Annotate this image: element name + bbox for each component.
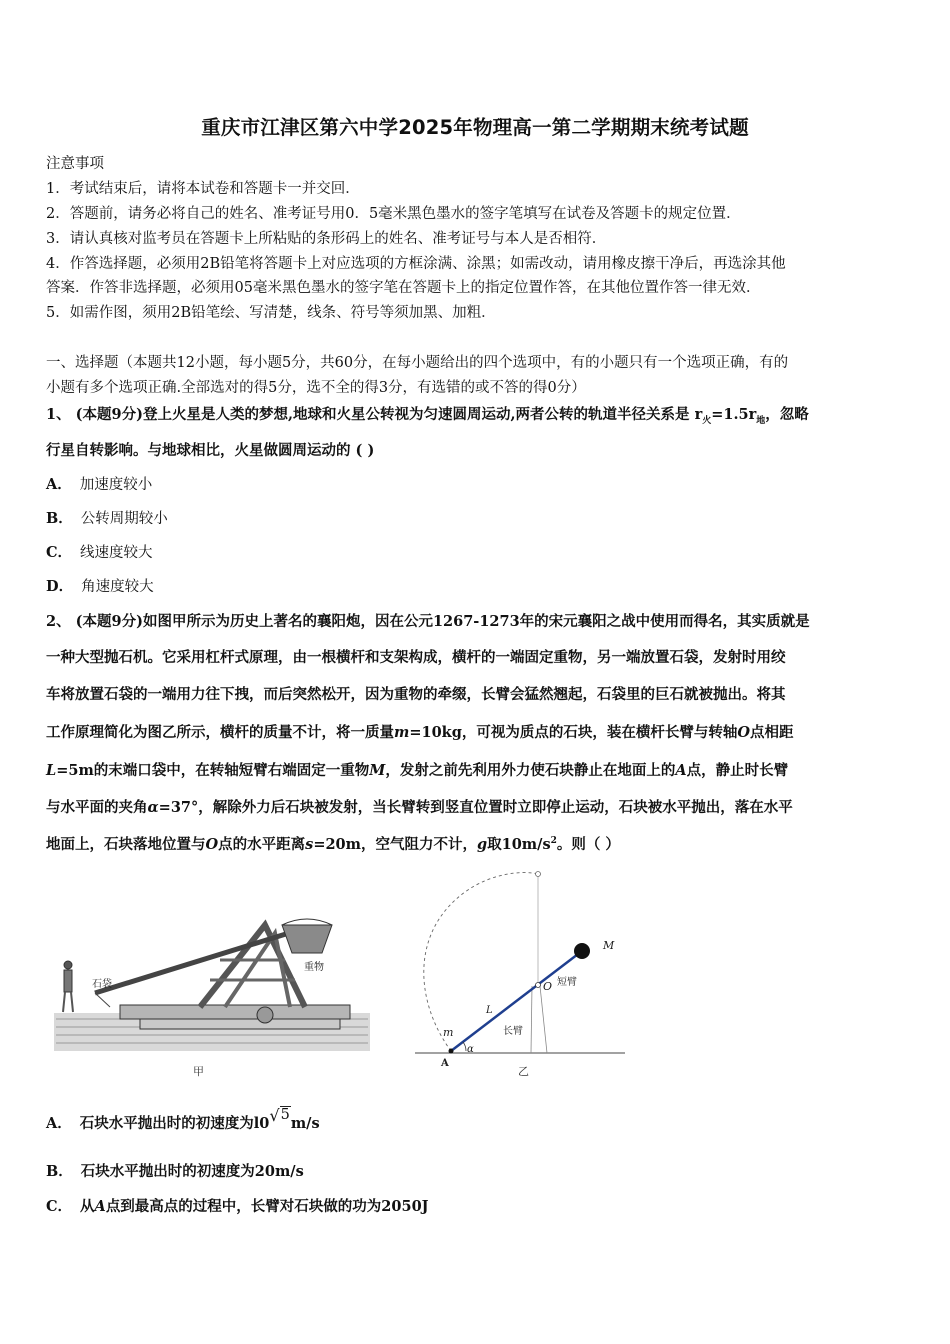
option-text: 公转周期较小	[80, 511, 168, 527]
option-var-a: A	[94, 1198, 106, 1215]
q2-text: =5m的末端口袋中，在转轴短臂右端固定一重物	[56, 762, 370, 779]
q2-var-a: A	[675, 762, 687, 779]
q2-var-o: O	[737, 724, 750, 741]
question-1-stem	[46, 403, 908, 426]
q2-var-s: s	[305, 836, 314, 853]
label-long-arm: 长臂	[503, 1026, 523, 1037]
mechanics-diagram	[410, 862, 630, 1069]
notice-item: 1．考试结束后，请将本试卷和答题卡一并交回．	[46, 181, 360, 197]
q2-var-big-m: M	[369, 762, 386, 779]
option-text: 石块水平抛出时的初速度为l0	[79, 1115, 270, 1132]
q2-option-c[interactable]	[46, 1195, 429, 1216]
option-text: 从	[80, 1198, 95, 1215]
q2-var-alpha: α	[147, 799, 159, 816]
q1-option-a[interactable]	[46, 473, 152, 494]
section-instructions-line: 一、选择题（本题共12小题，每小题5分，共60分，在每小题给出的四个选项中，有的小题只有一个选项正确，有的	[46, 355, 789, 371]
q1-text: =1.5r	[711, 406, 757, 423]
option-text: 角速度较大	[81, 579, 154, 595]
q2-text: 工作原理简化为图乙所示，横杆的质量不计，将一质量	[46, 724, 394, 741]
option-label: B．	[46, 510, 73, 527]
q1-option-b[interactable]	[46, 507, 168, 528]
notice-item: 4．作答选择题，必须用2B铅笔将答题卡上对应选项的方框涂满、涂黑；如需改动，请用橡皮擦干净后，再选涂其他	[46, 256, 786, 272]
label-O: O	[543, 980, 553, 993]
q2-option-b[interactable]	[46, 1160, 304, 1181]
q2-var-m: m	[394, 724, 410, 741]
q2-text: 取10m/s	[487, 836, 551, 853]
option-label: A．	[46, 1115, 72, 1132]
q2-text: 。则（ ）	[556, 836, 620, 853]
figure-caption-jia: 甲	[193, 1065, 204, 1078]
label-stone-bag: 石袋	[92, 979, 112, 990]
q2-text: =10kg，可视为质点的石块，装在横杆长臂与转轴	[409, 724, 738, 741]
notice-item: 5．如需作图，须用2B铅笔绘、写清楚，线条、符号等须加黑、加粗．	[46, 305, 496, 321]
option-label: C．	[46, 1198, 73, 1215]
label-m: m	[443, 1026, 454, 1039]
sqrt-symbol-icon: √	[269, 1106, 280, 1125]
figure-caption-yi: 乙	[518, 1065, 529, 1078]
page-title: 重庆市江津区第六中学2025年物理高一第二学期期末统考试题	[201, 116, 749, 139]
q2-text: 地面上，石块落地位置与	[46, 836, 206, 853]
notice-item: 3．请认真核对监考员在答题卡上所粘贴的条形码上的姓名、准考证号与本人是否相符．	[46, 231, 607, 247]
q2-var-o: O	[205, 836, 219, 853]
notice-item: 2．答题前，请务必将自己的姓名、准考证号用0．5毫米黑色墨水的签字笔填写在试卷及答题卡的规定位置．	[46, 206, 741, 222]
q2-text: 点，静止时长臂	[686, 762, 789, 779]
q1-subscript-earth: 地	[756, 415, 766, 426]
q1-option-c[interactable]	[46, 541, 153, 562]
q2-superscript: 2	[550, 836, 557, 847]
option-label: A．	[46, 476, 72, 493]
q1-subscript-mars: 火	[702, 415, 712, 426]
option-text: 加速度较小	[79, 477, 153, 493]
section-instructions-line: 小题有多个选项正确.全部选对的得5分，选不全的得3分，有选错的或不答的得0分）	[46, 380, 586, 396]
label-short-arm: 短臂	[557, 977, 577, 988]
label-A: A	[441, 1058, 449, 1069]
q2-text: =37°，解除外力后石块被发射，当长臂转到竖直位置时立即停止运动，石块被水平抛出，落在水平	[158, 799, 793, 816]
option-text: m/s	[290, 1115, 320, 1132]
option-radicand: 5	[280, 1107, 290, 1123]
q2-var-l: L	[46, 762, 57, 779]
option-text: 线速度较大	[80, 545, 153, 561]
question-2-stem: 2、 (本题9分)如图甲所示为历史上著名的襄阳炮，因在公元1267-1273年的宋元襄阳之战中使用而得名，其实质就是	[46, 613, 810, 630]
question-1-stem-line2: 行星自转影响。与地球相比，火星做圆周运动的 ( )	[46, 442, 375, 459]
notice-heading: 注意事项	[46, 156, 104, 172]
question-2-stem	[46, 833, 908, 854]
label-M: M	[603, 939, 615, 952]
q1-text: 1、 (本题9分)登上火星是人类的梦想,地球和火星公转视为匀速圆周运动,两者公转的轨道半径关系是 r	[46, 406, 703, 423]
q2-text: ，发射之前先利用外力使石块静止在地面上的	[385, 762, 676, 779]
q1-option-d[interactable]	[46, 575, 154, 596]
option-label: B．	[46, 1163, 73, 1180]
option-label: C．	[46, 544, 73, 561]
trebuchet-illustration	[50, 895, 375, 1060]
question-2-stem	[46, 759, 908, 780]
option-label: D．	[46, 578, 74, 595]
q2-text: 点的水平距离	[218, 836, 306, 853]
q2-var-g: g	[476, 836, 488, 853]
question-2-stem	[46, 796, 908, 817]
label-alpha: α	[467, 1044, 474, 1055]
question-2-stem	[46, 721, 908, 742]
notice-item: 答案．作答非选择题，必须用05毫米黑色墨水的签字笔在答题卡上的指定位置作答，在其他位置作答一律无效．	[46, 280, 761, 296]
label-L: L	[486, 1005, 493, 1016]
q2-text: 与水平面的夹角	[46, 799, 148, 816]
question-2-stem: 一种大型抛石机。它采用杠杆式原理，由一根横杆和支架构成，横杆的一端固定重物，另一端放置石袋，发射时用绞	[46, 649, 786, 666]
option-text: 点到最高点的过程中，长臂对石块做的功为2050J	[105, 1198, 429, 1215]
question-2-stem: 车将放置石袋的一端用力往下拽，而后突然松开，因为重物的牵缀，长臂会猛然翘起，石袋里的巨石就被抛出。将其	[46, 686, 786, 703]
option-text: 石块水平抛出时的初速度为20m/s	[80, 1163, 304, 1180]
q2-text: 点相距	[750, 724, 794, 741]
label-counterweight: 重物	[304, 962, 324, 973]
q2-text: =20m，空气阻力不计，	[313, 836, 477, 853]
q2-option-a[interactable]	[46, 1106, 320, 1133]
q1-text: ，忽略	[765, 406, 809, 423]
